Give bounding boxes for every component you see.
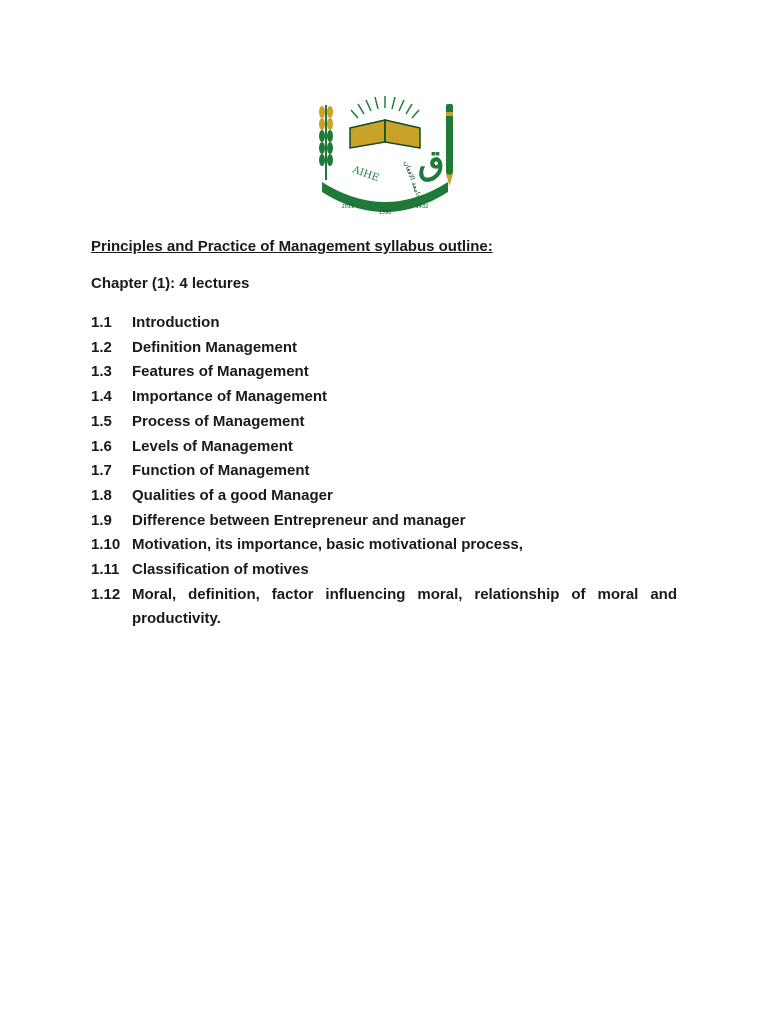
chapter-heading: Chapter (1): 4 lectures [91,275,250,292]
document-title: Principles and Practice of Management syllabus outline: [91,238,493,255]
list-item [91,533,677,558]
list-item [91,509,677,534]
item-number: 1.3 [91,363,112,381]
list-item [91,311,677,336]
item-text: Function of Management [132,462,310,480]
item-number: 1.4 [91,388,112,406]
item-number: 1.6 [91,437,112,455]
item-number: 1.12 [91,585,121,603]
logo-latin-text: AIHE [350,164,381,185]
logo-year: 1390 [378,210,392,216]
item-number: 1.1 [91,314,112,331]
logo-arabic-motto: دلوړو زده کړو موسسه [351,190,419,198]
wheat-icon [319,105,333,180]
logo-arabic-name: جامعة الافغان [402,159,424,200]
item-text: Features of Management [132,363,309,381]
item-number: 1.5 [91,412,112,430]
logo-year: 1432 [415,204,429,210]
item-number: 1.2 [91,338,112,356]
item-number: 1.10 [91,536,121,554]
list-item [91,410,677,435]
list-item [91,459,677,484]
list-item [91,558,677,583]
list-item [91,360,677,385]
item-number: 1.11 [91,561,120,579]
list-item [91,336,677,361]
item-text: Process of Management [132,412,305,430]
item-text: Moral, definition, factor influencing moral, relationship of moral and productivity. [132,585,677,628]
list-item [91,583,677,632]
item-text: Introduction [132,314,220,331]
item-number: 1.8 [91,486,112,504]
item-text: Difference between Entrepreneur and manager [132,511,466,529]
logo-calligraphy: اق [418,143,454,183]
logo-year: 2011 [341,204,355,210]
institution-logo [300,90,470,220]
logo-emblem [300,90,470,220]
item-text: Levels of Management [132,437,293,455]
sun-rays [351,96,419,118]
item-text: Importance of Management [132,388,328,406]
list-item [91,435,677,460]
item-number: 1.9 [91,511,112,529]
syllabus-outline [91,311,677,632]
book-icon [350,120,420,148]
item-text: Classification of motives [132,561,309,579]
item-text: Definition Management [132,338,298,356]
item-text: Qualities of a good Manager [132,486,333,504]
item-text: Motivation, its importance, basic motivational process, [132,536,523,554]
list-item [91,484,677,509]
list-item [91,385,677,410]
item-number: 1.7 [91,462,112,480]
